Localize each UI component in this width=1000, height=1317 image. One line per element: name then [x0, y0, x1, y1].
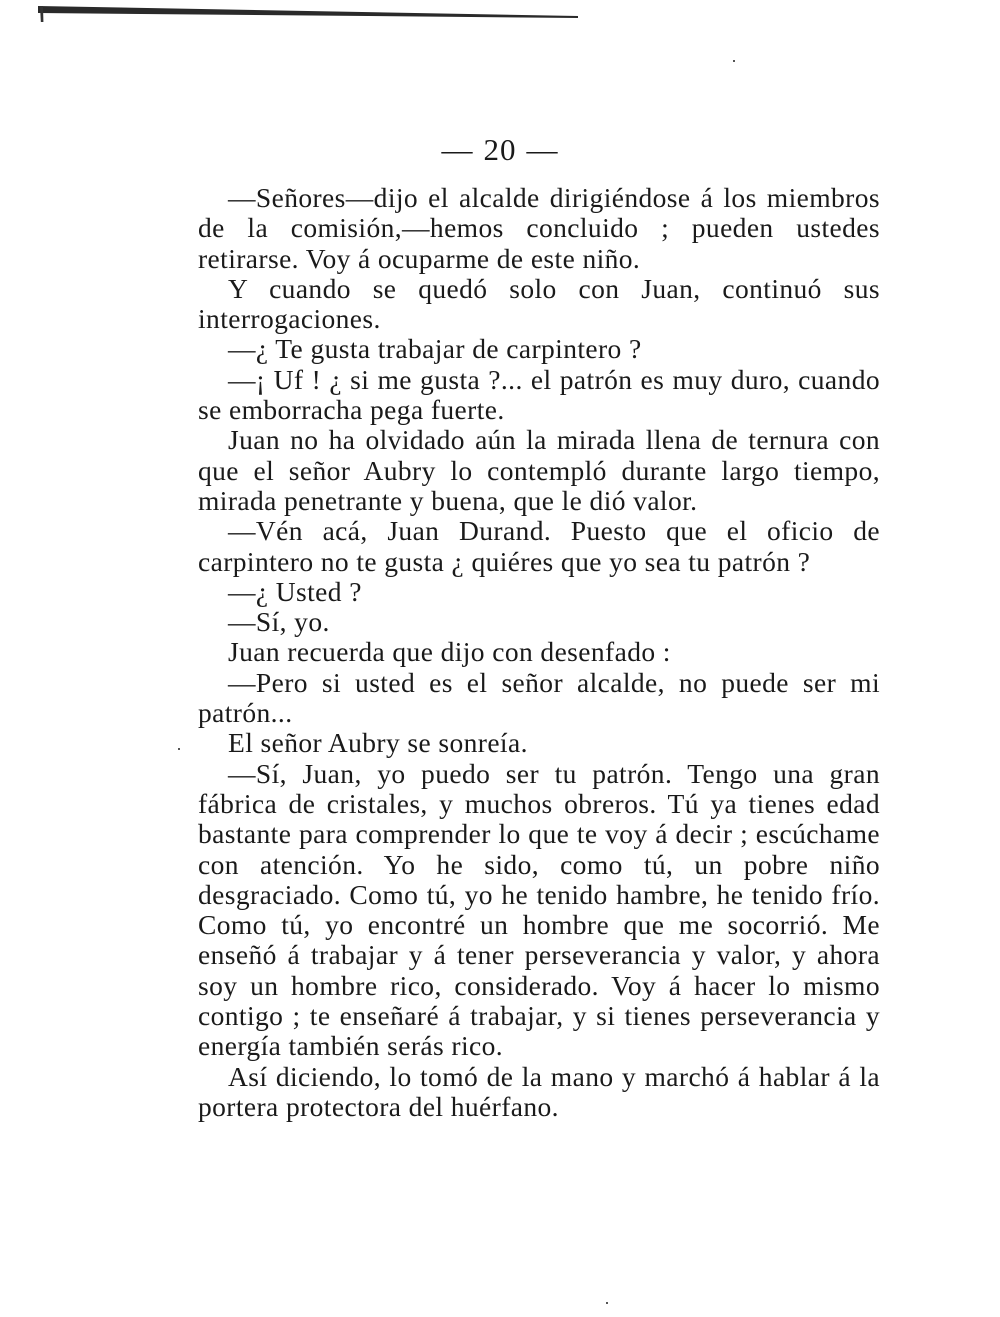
paragraph: Juan no ha olvidado aún la mirada llena de ternura con que el señor Aubry lo contempló durante largo tiempo, mirada penetrante y buena, que le dió valor. — [198, 424, 880, 516]
paragraph: —Vén acá, Juan Durand. Puesto que el oficio de carpintero no te gusta ¿ quiéres que yo sea tu patrón ? — [198, 515, 880, 577]
paragraph: El señor Aubry se sonreía. — [228, 727, 528, 759]
margin-speck — [178, 748, 180, 750]
paragraph: —Pero si usted es el señor alcalde, no puede ser mi patrón... — [198, 666, 880, 729]
margin-speck — [733, 60, 735, 62]
paragraph: Así diciendo, lo tomó de la mano y marchó á hablar á la portera protectora del huérfano. — [198, 1060, 880, 1122]
paragraph: —Sí, Juan, yo puedo ser tu patrón. Tengo una gran fábrica de cristales, y muchos obreros. Tú ya tienes edad bastante para comprender lo que te voy á decir ; escúchame con atención. Yo he sido, como tú, un pobre niño desgraciado. Como tú, yo he tenido hambre, he tenido frío. Como tú, yo encontré un hombre que me socorrió. Me enseñó á trabajar y á tener perseverancia y valor, y ahora soy un hombre rico, considerado. Voy á hacer lo mismo contigo ; te enseñaré á trabajar, y si tienes perseverancia y energía también serás rico. — [198, 757, 880, 1062]
paragraph: —¿ Usted ? — [228, 575, 362, 607]
paragraph: —Sí, yo. — [228, 606, 330, 638]
page-number-dash-right: — — [526, 132, 559, 167]
margin-speck — [606, 1302, 608, 1304]
page-number-dash-left: — — [441, 132, 474, 167]
paragraph: Juan recuerda que dijo con desenfado : — [228, 636, 671, 668]
paragraph: Y cuando se quedó solo con Juan, continuó sus interrogaciones. — [198, 272, 880, 335]
paragraph: —¿ Te gusta trabajar de carpintero ? — [228, 333, 642, 365]
paragraph: —Señores—dijo el alcalde dirigiéndose á los miembros de la comisión,—hemos concluido ; pueden ustedes retirarse. Voy á ocuparme de este niño. — [198, 182, 880, 274]
page-number-value: 20 — [483, 132, 517, 167]
page-number — [0, 132, 1000, 168]
paragraph: —¡ Uf ! ¿ si me gusta ?... el patrón es muy duro, cuando se emborracha pega fuerte. — [198, 363, 880, 426]
text-body — [198, 183, 880, 1122]
scan-edge-mark — [38, 4, 578, 22]
